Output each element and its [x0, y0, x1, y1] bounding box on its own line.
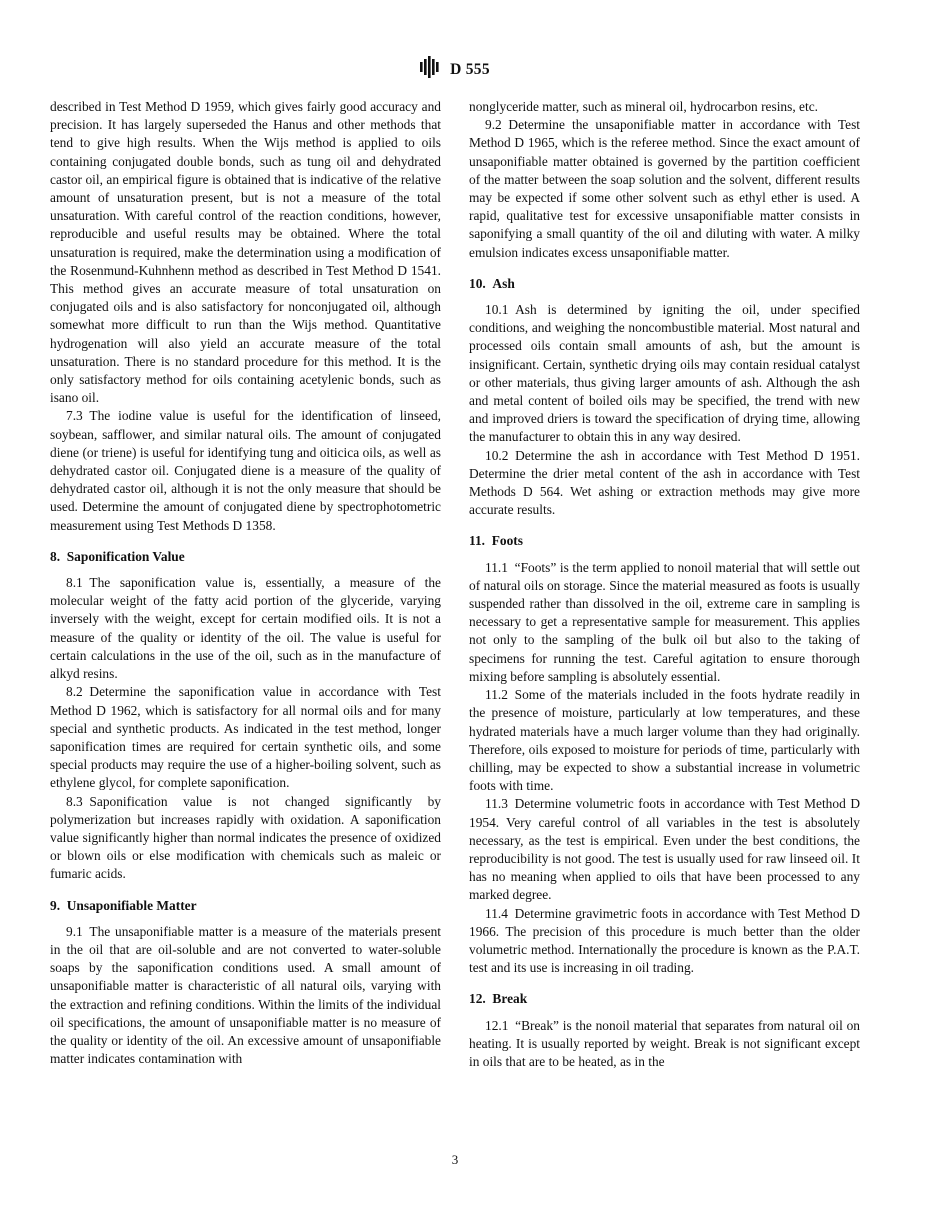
paragraph-10-2: 10.2 Determine the ash in accordance with Test Method D 1951. Determine the drier metal content of the ash in accordance with Test Methods D 564. Wet ashing or extraction methods may give more accurate results. [469, 447, 860, 518]
left-column [50, 98, 441, 1071]
paragraph-8-1: 8.1 The saponification value is, essentially, a measure of the molecular weight of the fatty acid portion of the glyceride, varying inversely with the weight, except for certain modified oils. It is not a measure of the quality or identity of the oil. The value is useful for certain calculations in the use of the oil, such as in the manufacture of alkyd resins. [50, 575, 441, 682]
paragraph-11-2: 11.2 Some of the materials included in the foots hydrate readily in the presence of moisture, particularly at low temperatures, and these hydrated materials have a much larger volume than they had originally. Therefore, oils exposed to moisture for periods of time, particularly with chilling, may be expected to show a substantial increase in volumetric foots with time. [469, 687, 860, 794]
two-column-body [50, 98, 860, 1071]
heading-10-ash: 10. Ash [469, 275, 515, 291]
paragraph-7-3: 7.3 The iodine value is useful for the identification of linseed, soybean, safflower, and similar natural oils. The amount of conjugated diene (or triene) is useful for identifying tung and oiticica oils, as well as dehydrated castor oil. Conjugated diene is a measure of the quality of dehydrated castor oil, although it is not the only measure that should be used. Determine the amount of conjugated diene by spectrophotometric measurement using Test Methods D 1358. [50, 408, 441, 533]
paragraph-continuation-iodine-value: described in Test Method D 1959, which gives fairly good accuracy and precision. It has largely superseded the Hanus and other methods that tend to give high results. When the Wijs method is applied to oils containing conjugated double bonds, such as tung oil and dehydrated castor oil, an empirical figure is obtained that is indicative of the relative amount of unsaturation present, but is not a measure of the total unsaturation. With careful control of the reaction conditions, however, reproducible and useful results may be obtained. Where the total unsaturation is required, make the determination using a modification of the Rosenmund-Kuhnhenn method as described in Test Method D 1541. This method gives an accurate measure of total unsaturation on conjugated oils and is also satisfactory for nonconjugated oil, although somewhat more difficult to run than the Wijs method. Quantitative hydrogenation will also yield an accurate measure of the total unsaturation. There is no standard procedure for this method. It is the only satisfactory method for oils containing acetylenic bonds, such as isano oil. [50, 99, 441, 406]
page-number: 3 [451, 1152, 459, 1167]
paragraph-11-3: 11.3 Determine volumetric foots in accordance with Test Method D 1954. Very careful control of all variables in the test is absolutely necessary, as the test is empirical. Even under the best conditions, the reproducibility is not good. The test is usually used for raw linseed oil. It has no meaning when applied to oils that have been processed to any marked degree. [469, 796, 860, 903]
heading-8-saponification-value: 8. Saponification Value [50, 548, 185, 564]
paragraph-8-2: 8.2 Determine the saponification value in accordance with Test Method D 1962, which is satisfactory for all normal oils and for many special and synthetic products. As indicated in the test method, longer saponification times are required for certain synthetic oils, and some special products may require the use of a higher-boiling solvent, such as ethylene glycol, for complete saponification. [50, 684, 441, 791]
heading-11-foots: 11. Foots [469, 533, 523, 549]
heading-12-break: 12. Break [469, 991, 528, 1007]
paragraph-12-1: 12.1 “Break” is the nonoil material that separates from natural oil on heating. It is usually reported by weight. Break is not significant except in oils that are to be heated, as in the [469, 1017, 860, 1069]
paragraph-8-3: 8.3 Saponification value is not changed significantly by polymerization but increases rapidly with oxidation. A saponification value significantly higher than normal indicates the presence of oxidized or blown oils or else modification with chemicals such as maleic or fumaric acids. [50, 793, 441, 882]
astm-logo-icon [420, 56, 439, 83]
right-column [469, 98, 860, 1071]
page-footer [50, 1152, 860, 1168]
paragraph-11-4: 11.4 Determine gravimetric foots in accordance with Test Method D 1966. The precision of this procedure is much better than the older volumetric method. Internationally the procedure is known as the P.A.T. test and its use is increasing in oil trading. [469, 905, 860, 976]
paragraph-continuation-nonglyceride: nonglyceride matter, such as mineral oil, hydrocarbon resins, etc. [469, 99, 818, 114]
paragraph-10-1: 10.1 Ash is determined by igniting the oil, under specified conditions, and weighing the noncombustible material. Most natural and processed oils contain small amounts of ash, but the amount is insignificant. Certain, synthetic drying oils may contain residual catalyst or other materials, thus giving larger amounts of ash. Although the ash and metal content of boiled oils may be specified, the trend with new and improved driers is toward the specification of drying time, allowing the manufacturer to obtain this in any way desired. [469, 302, 860, 445]
paragraph-9-1: 9.1 The unsaponifiable matter is a measure of the materials present in the oil that are oil-soluble and are not converted to water-soluble soaps by the saponification conditions used. A small amount of unsaponifiable matter is characteristic of all natural oils, varying with the extraction and refining conditions. Within the limits of the individual oil specifications, the amount of unsaponifiable matter is no measure of the quality or identity of the oil. An excessive amount of unsaponifiable matter indicates contamination with [50, 923, 441, 1067]
document-code: D 555 [450, 61, 490, 78]
paragraph-11-1: 11.1 “Foots” is the term applied to nonoil material that will settle out of natural oils on storage. Since the material measured as foots is usually suspended rather than dissolved in the oil, extreme care in sampling is necessary to get a representative sample for measurement. This applies not only to the sampling of the bulk oil but also to the taking of specimens for running the test. Careful agitation to ensure thorough mixing before sampling is absolutely essential. [469, 559, 860, 684]
paragraph-9-2: 9.2 Determine the unsaponifiable matter in accordance with Test Method D 1965, which is the referee method. Since the exact amount of unsaponifiable matter obtained is governed by the partition coefficient of the matter between the soap solution and the solvent, different results may be expected if some other solvent such as ethyl ether is used. A rapid, qualitative test for excessive unsaponifiable matter consists in saponifying a small quantity of the oil and diluting with water. A milky emulsion indicates excess unsaponifiable matter. [469, 117, 860, 260]
heading-9-unsaponifiable-matter: 9. Unsaponifiable Matter [50, 897, 197, 913]
page-header [50, 56, 860, 83]
